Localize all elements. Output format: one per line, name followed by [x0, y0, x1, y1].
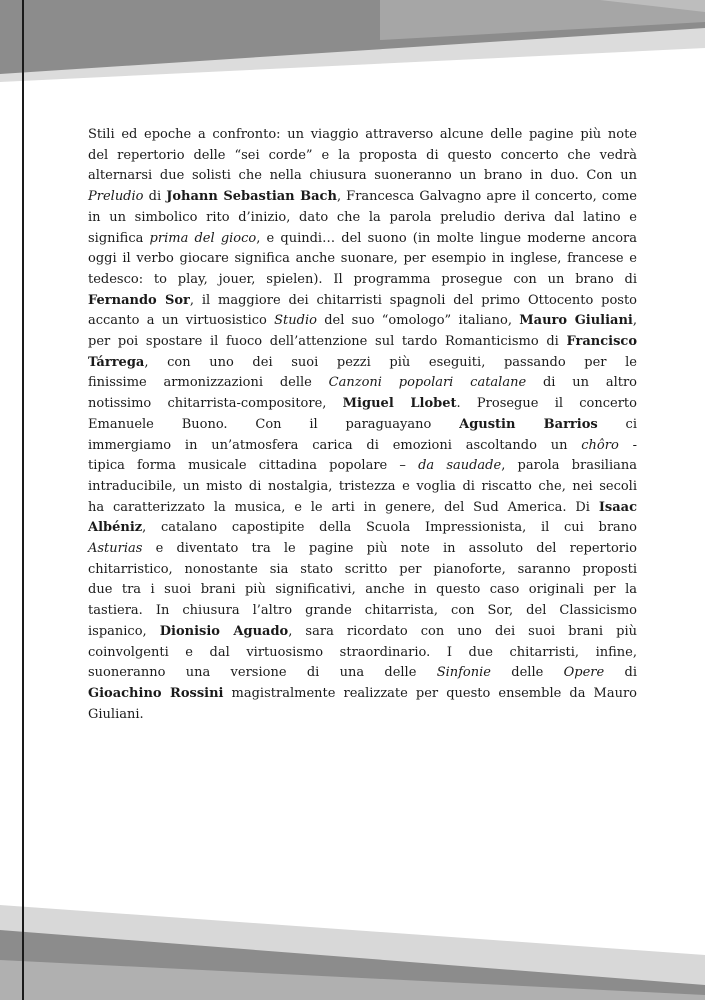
bold-name: Dionisio Aguado: [159, 623, 289, 639]
text-line: [88, 270, 637, 291]
text-line: [88, 353, 637, 374]
text-run: tipica forma musicale cittadina popolare –: [88, 458, 419, 474]
text-run: e diventato tra le pagine più note in assoluto del repertorio: [142, 541, 637, 557]
text-line: [88, 498, 637, 519]
text-run: , il maggiore dei chitarristi spagnoli del primo Ottocento posto: [189, 292, 637, 308]
text-line: [88, 601, 637, 622]
text-run: -: [618, 437, 637, 453]
text-run: magistralmente realizzate per questo ensemble da Mauro: [223, 685, 637, 701]
text-run: tedesco: to play, jouer, spielen). Il programma prosegue con un brano di: [88, 271, 637, 287]
text-run: ci: [597, 416, 637, 432]
text-run: ha caratterizzato la musica, e le arti in genere, del Sud America. Di: [88, 499, 599, 515]
text-run: , e quindi… del suono (in molte lingue moderne ancora: [256, 230, 638, 246]
text-run: intraducibile, un misto di nostalgia, tristezza e voglia di riscatto che, nei secoli: [88, 478, 637, 494]
text-run: significa: [88, 230, 150, 246]
bold-name: Agustin Barrios: [459, 416, 598, 432]
text-run: , parola brasiliana: [501, 458, 637, 474]
bold-name: Mauro Giuliani: [519, 313, 633, 329]
text-run: ispanico,: [88, 623, 160, 639]
text-line: [88, 622, 637, 643]
bold-name: Tárrega: [88, 354, 145, 370]
text-line: [88, 643, 637, 664]
text-run: , sara ricordato con uno dei suoi brani più: [288, 623, 638, 639]
left-vertical-rule: [22, 0, 24, 1000]
text-run: due tra i suoi brani più significativi, anche in questo caso originali per la: [88, 582, 637, 598]
text-run: in un simbolico rito d’inizio, dato che la parola preludio deriva dal latino e: [88, 209, 637, 225]
text-run: di: [143, 189, 167, 205]
italic-title: Studio: [274, 313, 317, 329]
text-line: [88, 332, 637, 353]
text-run: di: [604, 665, 637, 681]
bold-name: Francisco: [566, 334, 637, 350]
text-line: [88, 477, 637, 498]
text-line: [88, 456, 637, 477]
text-run: notissimo chitarrista-compositore,: [88, 396, 343, 412]
text-line: [88, 229, 637, 250]
italic-title: Opere: [563, 665, 605, 681]
text-line: [88, 394, 637, 415]
italic-title: Asturias: [88, 541, 143, 557]
text-line: [88, 311, 637, 332]
text-run: , Francesca Galvagno apre il concerto, come: [336, 189, 637, 205]
text-run: tastiera. In chiusura l’altro grande chitarrista, con Sor, del Classicismo: [88, 603, 637, 619]
italic-title: chôro: [581, 437, 619, 453]
text-run: coinvolgenti e dal virtuosismo straordinario. I due chitarristi, infine,: [88, 644, 637, 660]
text-line: [88, 518, 637, 539]
text-line: [88, 249, 637, 270]
bold-name: Albéniz: [88, 520, 143, 536]
text-line: [88, 415, 637, 436]
text-line: [88, 436, 637, 457]
italic-title: Sinfonie: [436, 665, 491, 681]
text-run: suoneranno una versione di una delle: [88, 665, 437, 681]
text-run: Stili ed epoche a confronto: un viaggio attraverso alcune delle pagine più note: [88, 127, 637, 142]
text-run: . Prosegue il concerto: [456, 396, 637, 412]
text-run: oggi il verbo giocare significa anche suonare, per esempio in inglese, francese e: [88, 251, 637, 267]
text-line: [88, 580, 637, 601]
italic-title: Canzoni popolari catalane: [328, 375, 527, 391]
text-line: [88, 125, 637, 146]
text-line: [88, 539, 637, 560]
text-run: immergiamo in un’atmosfera carica di emozioni ascoltando un: [88, 437, 582, 453]
text-run: delle: [491, 665, 564, 681]
text-line: [88, 146, 637, 167]
italic-title: Preludio: [88, 189, 144, 205]
text-run: finissime armonizzazioni delle: [88, 375, 329, 391]
text-line: [88, 663, 637, 684]
text-run: del repertorio delle “sei corde” e la proposta di questo concerto che vedrà: [88, 147, 637, 163]
text-run: , catalano capostipite della Scuola Impressionista, il cui brano: [142, 520, 637, 536]
text-run: Emanuele Buono. Con il paraguayano: [88, 416, 460, 432]
text-run: , con uno dei suoi pezzi più eseguiti, passando per le: [144, 354, 637, 370]
text-run: di un altro: [526, 375, 637, 391]
text-run: Giuliani.: [88, 706, 144, 722]
program-notes-paragraph: [88, 125, 637, 725]
bold-name: Miguel Llobet: [342, 396, 457, 412]
text-run: per poi spostare il fuoco dell’attenzione sul tardo Romanticismo di: [88, 334, 567, 350]
text-run: accanto a un virtuosistico: [88, 313, 275, 329]
bold-name: Fernando Sor: [88, 292, 190, 308]
text-line: [88, 166, 637, 187]
text-line: [88, 208, 637, 229]
text-run: del suo “omologo” italiano,: [316, 313, 520, 329]
text-line: [88, 373, 637, 394]
italic-title: prima del gioco: [149, 230, 257, 246]
text-line: [88, 705, 637, 726]
text-run: chitarristico, nonostante sia stato scritto per pianoforte, saranno proposti: [88, 561, 637, 577]
text-line: [88, 187, 637, 208]
bold-name: Gioachino Rossini: [88, 685, 224, 701]
bold-name: Isaac: [598, 499, 637, 515]
bold-name: Johann Sebastian Bach: [166, 189, 337, 205]
italic-title: da saudade: [418, 458, 502, 474]
text-run: alternarsi due solisti che nella chiusura suoneranno un brano in duo. Con un: [88, 168, 637, 184]
text-line: [88, 684, 637, 705]
text-line: [88, 560, 637, 581]
text-run: ,: [632, 313, 638, 329]
text-line: [88, 291, 637, 312]
